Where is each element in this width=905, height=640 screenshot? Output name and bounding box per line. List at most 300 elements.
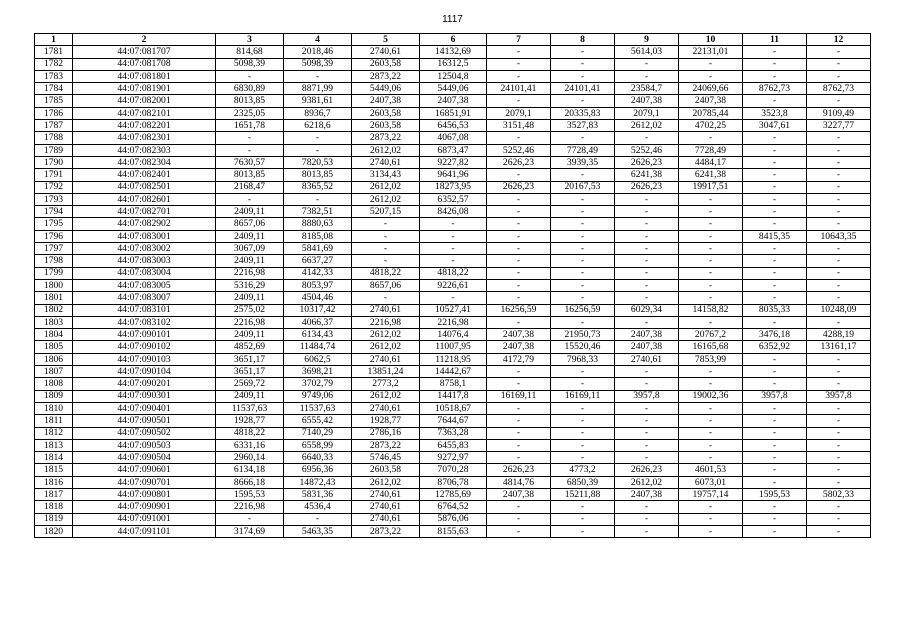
table-row [35,513,871,525]
table-cell: 2407,38 [487,488,551,500]
table-cell: - [551,402,615,414]
table-cell: - [807,243,871,255]
table-cell: - [679,378,743,390]
table-cell: - [352,255,420,267]
table-cell: - [615,439,679,451]
table-cell: 3067,09 [216,243,284,255]
table-cell: 4484,17 [679,156,743,168]
table-cell: - [743,181,807,193]
table-cell: 8013,85 [216,169,284,181]
table-cell: 8415,35 [743,230,807,242]
table-cell: 1785 [35,95,73,107]
table-cell: 44:07:090901 [73,501,216,513]
table-cell: - [615,218,679,230]
table-cell: 1813 [35,439,73,451]
table-cell: 1812 [35,427,73,439]
table-cell: 14872,43 [284,476,352,488]
table-cell: 2409,11 [216,390,284,402]
table-cell: 2773,2 [352,378,420,390]
table-cell: 5449,06 [420,83,487,95]
table-cell: - [487,206,551,218]
table-cell: 44:07:090502 [73,427,216,439]
table-cell: 2569,72 [216,378,284,390]
table-cell: 6134,18 [216,464,284,476]
table-cell: - [807,156,871,168]
table-cell: 7140,29 [284,427,352,439]
table-cell: - [284,513,352,525]
table-cell: 4773,2 [551,464,615,476]
table-cell: 8013,85 [284,169,352,181]
table-cell: 44:07:082303 [73,144,216,156]
table-cell: 2409,11 [216,292,284,304]
table-cell: - [551,58,615,70]
table-cell: - [679,255,743,267]
data-table [34,33,871,538]
table-cell: - [743,243,807,255]
table-cell: - [807,132,871,144]
table-cell: 8013,85 [216,95,284,107]
table-cell: 44:07:082301 [73,132,216,144]
table-cell: - [551,230,615,242]
table-cell: 3527,83 [551,120,615,132]
table-cell: 16169,11 [487,390,551,402]
table-cell: - [615,255,679,267]
table-cell: 2409,11 [216,230,284,242]
table-cell: 44:07:082601 [73,193,216,205]
table-cell: 44:07:091001 [73,513,216,525]
table-cell: - [551,452,615,464]
table-cell: 2612,02 [352,193,420,205]
table-cell: 2407,38 [615,488,679,500]
table-cell: - [807,525,871,537]
table-cell: 20335,83 [551,107,615,119]
table-cell: - [615,243,679,255]
table-cell: 8657,06 [216,218,284,230]
table-cell: 5876,06 [420,513,487,525]
table-cell: 10643,35 [807,230,871,242]
table-cell: 11007,95 [420,341,487,353]
table-cell: 44:07:090801 [73,488,216,500]
table-cell: 44:07:083001 [73,230,216,242]
table-cell: 1803 [35,316,73,328]
table-row [35,402,871,414]
table-cell: - [487,218,551,230]
table-cell: 6241,38 [679,169,743,181]
table-cell: 1809 [35,390,73,402]
table-cell: 2740,61 [352,353,420,365]
table-cell: 2603,58 [352,464,420,476]
table-cell: 6352,57 [420,193,487,205]
table-cell: 7728,49 [551,144,615,156]
table-cell: - [807,439,871,451]
table-cell: 5463,35 [284,525,352,537]
table-cell: 5252,46 [615,144,679,156]
table-row [35,181,871,193]
table-cell: 19917,51 [679,181,743,193]
table-cell: 19757,14 [679,488,743,500]
table-cell: 2612,02 [352,476,420,488]
table-cell: - [551,378,615,390]
table-cell: 2740,61 [352,156,420,168]
table-cell: - [284,144,352,156]
table-cell: - [807,402,871,414]
table-cell: - [551,169,615,181]
table-cell: 6873,47 [420,144,487,156]
table-cell: 1651,78 [216,120,284,132]
table-cell: 7630,57 [216,156,284,168]
table-cell: 8871,99 [284,83,352,95]
table-cell: - [679,427,743,439]
table-cell: 11537,63 [284,402,352,414]
table-cell: 2407,38 [615,341,679,353]
table-cell: - [551,439,615,451]
table-cell: - [216,513,284,525]
table-cell: - [743,267,807,279]
table-cell: 2786,16 [352,427,420,439]
table-cell: 24069,66 [679,83,743,95]
table-cell: 44:07:090701 [73,476,216,488]
table-cell: 1818 [35,501,73,513]
table-cell: - [420,255,487,267]
table-cell: - [743,292,807,304]
table-cell: 9226,61 [420,279,487,291]
table-cell: 2216,98 [420,316,487,328]
table-cell: 16165,68 [679,341,743,353]
table-cell: - [216,144,284,156]
table-cell: - [551,255,615,267]
table-row [35,218,871,230]
table-cell: 2612,02 [352,390,420,402]
table-cell: - [487,132,551,144]
table-cell: - [615,366,679,378]
table-cell: 20785,44 [679,107,743,119]
table-cell: 8365,52 [284,181,352,193]
table-cell: - [551,132,615,144]
table-cell: 2740,61 [352,46,420,58]
table-cell: - [487,243,551,255]
table-cell: - [284,70,352,82]
table-cell: 1595,53 [743,488,807,500]
table-cell: - [743,255,807,267]
table-row [35,267,871,279]
table-cell: 44:07:090103 [73,353,216,365]
table-cell: 4818,22 [216,427,284,439]
table-row [35,58,871,70]
table-cell: 5449,06 [352,83,420,95]
table-cell: 23584,7 [615,83,679,95]
table-cell: - [487,230,551,242]
table-cell: 8706,78 [420,476,487,488]
table-cell: 5746,45 [352,452,420,464]
table-cell: 9109,49 [807,107,871,119]
table-row [35,415,871,427]
table-cell: - [487,366,551,378]
table-cell: 44:07:090504 [73,452,216,464]
table-cell: 44:07:090101 [73,329,216,341]
table-cell: 4818,22 [420,267,487,279]
table-cell: - [807,292,871,304]
table-row [35,120,871,132]
table-cell: 8155,63 [420,525,487,537]
table-cell: 6134,43 [284,329,352,341]
table-cell: - [615,427,679,439]
table-cell: - [807,58,871,70]
table-cell: - [487,316,551,328]
table-cell: - [551,243,615,255]
table-cell: 6073,01 [679,476,743,488]
table-cell: 8762,73 [743,83,807,95]
table-cell: - [679,267,743,279]
table-cell: 44:07:090401 [73,402,216,414]
table-cell: 9641,96 [420,169,487,181]
table-cell: 1817 [35,488,73,500]
table-cell: 2612,02 [352,181,420,193]
table-cell: 4601,53 [679,464,743,476]
table-cell: 8035,33 [743,304,807,316]
table-cell: - [679,206,743,218]
column-header: 7 [487,34,551,46]
table-cell: - [615,501,679,513]
table-row [35,464,871,476]
table-cell: - [679,316,743,328]
table-cell: 1784 [35,83,73,95]
table-cell: 24101,41 [487,83,551,95]
table-cell: 19002,36 [679,390,743,402]
table-cell: 44:07:090601 [73,464,216,476]
table-cell: 1797 [35,243,73,255]
table-cell: 44:07:083005 [73,279,216,291]
table-cell: - [487,46,551,58]
table-cell: - [743,366,807,378]
table-cell: 1815 [35,464,73,476]
table-cell: 44:07:090104 [73,366,216,378]
table-cell: 44:07:090201 [73,378,216,390]
table-cell: 44:07:081707 [73,46,216,58]
table-cell: 4142,33 [284,267,352,279]
table-cell: 2168,47 [216,181,284,193]
table-cell: - [679,193,743,205]
table-cell: - [551,513,615,525]
table-cell: 1789 [35,144,73,156]
table-cell: 16312,5 [420,58,487,70]
table-cell: - [551,70,615,82]
table-cell: - [679,279,743,291]
table-cell: 8762,73 [807,83,871,95]
table-cell: - [615,206,679,218]
table-cell: - [487,292,551,304]
table-cell: 3476,18 [743,329,807,341]
table-cell: 1787 [35,120,73,132]
table-cell: - [551,95,615,107]
table-cell: 1806 [35,353,73,365]
table-cell: 44:07:082101 [73,107,216,119]
table-cell: 9272,97 [420,452,487,464]
table-cell: 5316,29 [216,279,284,291]
table-cell: 18273,95 [420,181,487,193]
table-cell: 1801 [35,292,73,304]
table-body [35,46,871,538]
table-cell: 1814 [35,452,73,464]
table-cell: - [743,402,807,414]
table-cell: 3702,79 [284,378,352,390]
table-cell: - [743,132,807,144]
table-cell: 9749,06 [284,390,352,402]
table-cell: - [743,525,807,537]
table-cell: - [743,427,807,439]
table-cell: 2407,38 [679,95,743,107]
table-cell: 1782 [35,58,73,70]
table-cell: 2407,38 [420,95,487,107]
table-cell: 1928,77 [352,415,420,427]
table-cell: 2626,23 [487,464,551,476]
table-cell: 10518,67 [420,402,487,414]
table-cell: - [807,95,871,107]
table-cell: - [743,439,807,451]
table-cell: 2740,61 [352,513,420,525]
table-cell: 6640,33 [284,452,352,464]
table-cell: 3939,35 [551,156,615,168]
table-cell: 44:07:083007 [73,292,216,304]
table-cell: 4814,76 [487,476,551,488]
table-cell: 2216,98 [216,267,284,279]
table-cell: - [743,513,807,525]
table-cell: 2873,22 [352,439,420,451]
table-cell: 3651,17 [216,366,284,378]
table-cell: 2626,23 [487,181,551,193]
table-cell: 2407,38 [615,329,679,341]
table-cell: 1792 [35,181,73,193]
table-cell: 44:07:081708 [73,58,216,70]
table-row [35,452,871,464]
table-cell: 15211,88 [551,488,615,500]
table-cell: - [807,218,871,230]
table-cell: - [487,279,551,291]
table-cell: 6764,52 [420,501,487,513]
table-cell: 6956,36 [284,464,352,476]
table-cell: - [743,476,807,488]
table-row [35,279,871,291]
table-cell: - [487,169,551,181]
table-cell: 7853,99 [679,353,743,365]
table-cell: - [615,292,679,304]
table-cell: 21950,73 [551,329,615,341]
table-cell: - [615,452,679,464]
table-row [35,439,871,451]
table-row [35,144,871,156]
table-cell: 6029,34 [615,304,679,316]
table-cell: - [743,46,807,58]
table-cell: 6062,5 [284,353,352,365]
table-cell: - [807,46,871,58]
table-cell: 3174,69 [216,525,284,537]
table-cell: 3651,17 [216,353,284,365]
table-cell: - [284,132,352,144]
table-cell: 1794 [35,206,73,218]
table-cell: 3957,8 [615,390,679,402]
table-cell: 10317,42 [284,304,352,316]
table-cell: - [679,292,743,304]
table-cell: 6850,39 [551,476,615,488]
table-cell: - [615,58,679,70]
table-cell: 2216,98 [216,501,284,513]
table-cell: 2407,38 [352,95,420,107]
table-row [35,255,871,267]
table-cell: 13161,17 [807,341,871,353]
table-cell: 2409,11 [216,329,284,341]
table-cell: 1800 [35,279,73,291]
table-cell: 7728,49 [679,144,743,156]
table-cell: 1795 [35,218,73,230]
table-cell: - [352,292,420,304]
table-cell: 2216,98 [352,316,420,328]
table-row [35,378,871,390]
page-number: 1117 [442,14,463,25]
table-cell: 44:07:091101 [73,525,216,537]
table-cell: 5841,69 [284,243,352,255]
table-cell: 15520,46 [551,341,615,353]
table-cell: 8936,7 [284,107,352,119]
table-cell: 10248,09 [807,304,871,316]
table-cell: 6637,27 [284,255,352,267]
table-cell: 2626,23 [487,156,551,168]
table-cell: - [216,132,284,144]
table-cell: 5098,39 [216,58,284,70]
table-cell: - [679,132,743,144]
table-cell: - [615,402,679,414]
table-cell: 3698,21 [284,366,352,378]
table-row [35,132,871,144]
table-cell: - [807,476,871,488]
table-cell: 4172,79 [487,353,551,365]
table-cell: - [352,230,420,242]
table-row [35,366,871,378]
table-row [35,156,871,168]
table-cell: 1783 [35,70,73,82]
table-cell: 1819 [35,513,73,525]
table-cell: 2740,61 [352,304,420,316]
table-cell: 5098,39 [284,58,352,70]
column-header: 11 [743,34,807,46]
table-cell: 6331,16 [216,439,284,451]
table-cell: 14158,82 [679,304,743,316]
table-cell: 4504,46 [284,292,352,304]
table-cell: 7968,33 [551,353,615,365]
table-cell: 44:07:082201 [73,120,216,132]
table-cell: 1781 [35,46,73,58]
table-cell: 4066,37 [284,316,352,328]
table-cell: - [743,70,807,82]
table-cell: - [420,218,487,230]
table-cell: 814,68 [216,46,284,58]
table-row [35,525,871,537]
table-cell: - [216,70,284,82]
table-cell: 2409,11 [216,255,284,267]
table-cell: - [487,525,551,537]
table-cell: - [352,218,420,230]
table-cell: 2603,58 [352,107,420,119]
table-cell: - [679,366,743,378]
table-cell: 4852,69 [216,341,284,353]
table-cell: 4536,4 [284,501,352,513]
table-cell: 7070,28 [420,464,487,476]
table-cell: - [487,267,551,279]
column-header: 2 [73,34,216,46]
table-cell: 2960,14 [216,452,284,464]
table-cell: - [743,501,807,513]
column-header: 12 [807,34,871,46]
table-cell: 2626,23 [615,156,679,168]
table-cell: 11537,63 [216,402,284,414]
